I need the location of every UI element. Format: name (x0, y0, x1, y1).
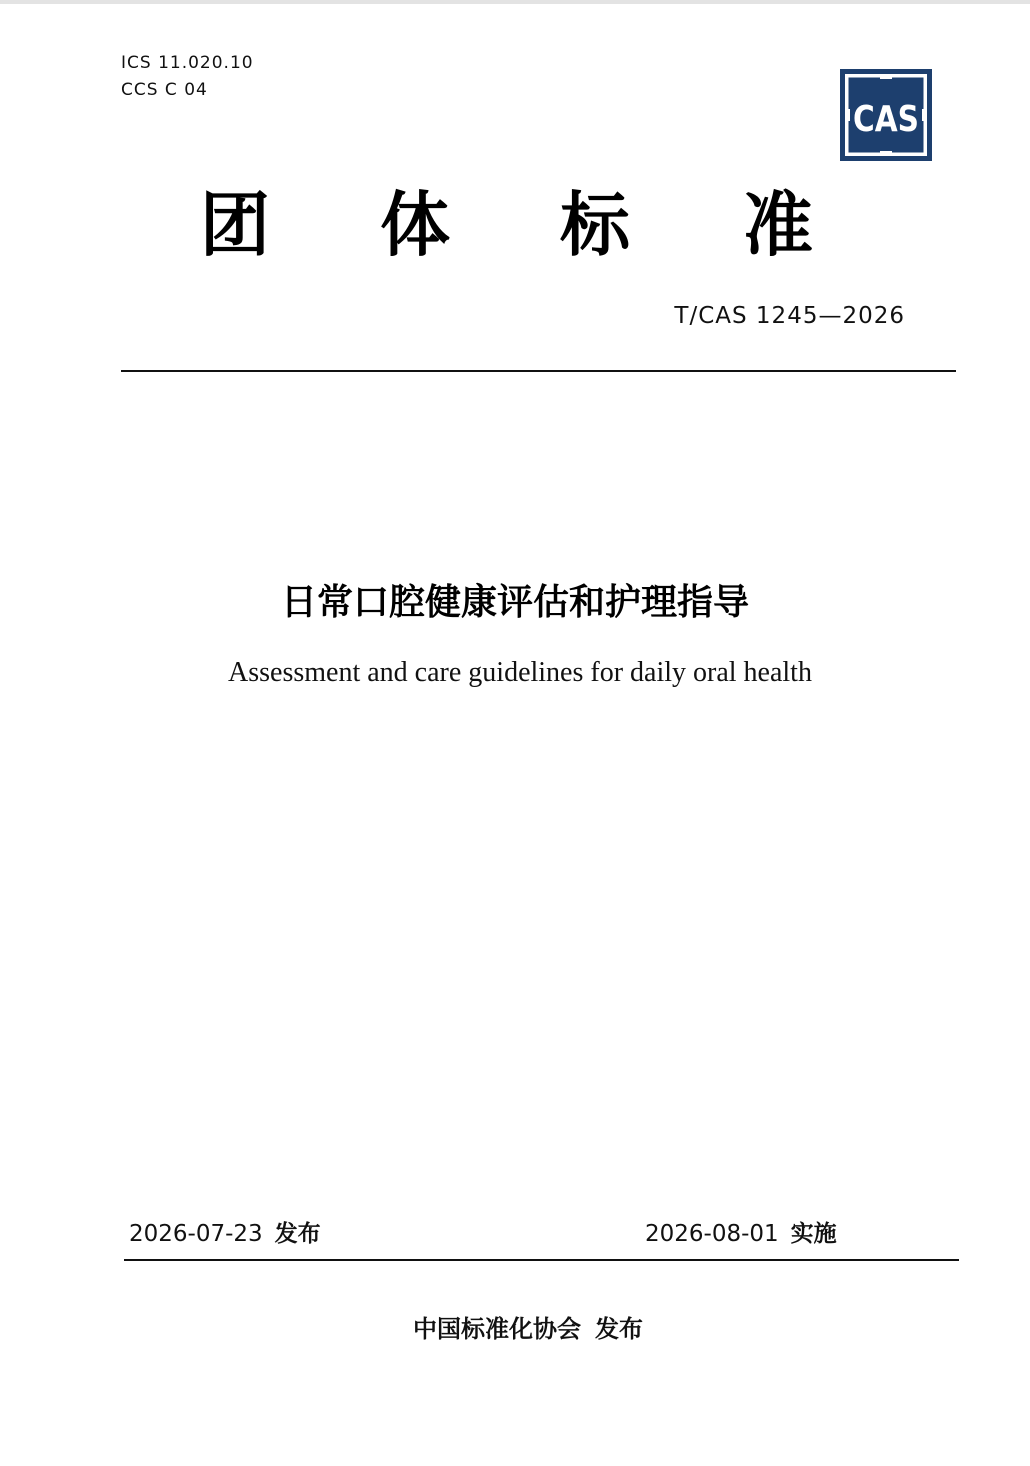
publisher-name: 中国标准化协会 (413, 1315, 581, 1343)
standard-number: T/CAS 1245—2026 (674, 303, 905, 329)
standard-type-char: 标 (560, 184, 630, 266)
implement-label: 实施 (790, 1221, 837, 1247)
cas-logo-text: CAS (853, 99, 919, 140)
cas-logo (840, 69, 932, 161)
implement-date: 2026-08-01 (645, 1221, 779, 1247)
publish-label: 发布 (274, 1221, 321, 1247)
standard-type-heading (0, 183, 1030, 267)
ccs-code: CCS C 04 (121, 80, 208, 100)
document-title-english: Assessment and care guidelines for daily oral health (228, 657, 812, 688)
publisher-action: 发布 (595, 1315, 643, 1343)
publisher-line (0, 1312, 1030, 1346)
footer-divider (124, 1259, 959, 1261)
document-title-chinese: 日常口腔健康评估和护理指导 (280, 582, 749, 623)
standard-type-char: 准 (743, 184, 813, 266)
standard-type-char: 体 (380, 184, 450, 266)
implement-date-line (645, 1218, 837, 1250)
publish-date: 2026-07-23 (129, 1221, 263, 1247)
publish-date-line (129, 1218, 321, 1250)
ics-code: ICS 11.020.10 (121, 53, 254, 73)
header-divider (121, 370, 956, 372)
page-top-edge (0, 0, 1030, 4)
standard-type-char: 团 (200, 184, 270, 266)
